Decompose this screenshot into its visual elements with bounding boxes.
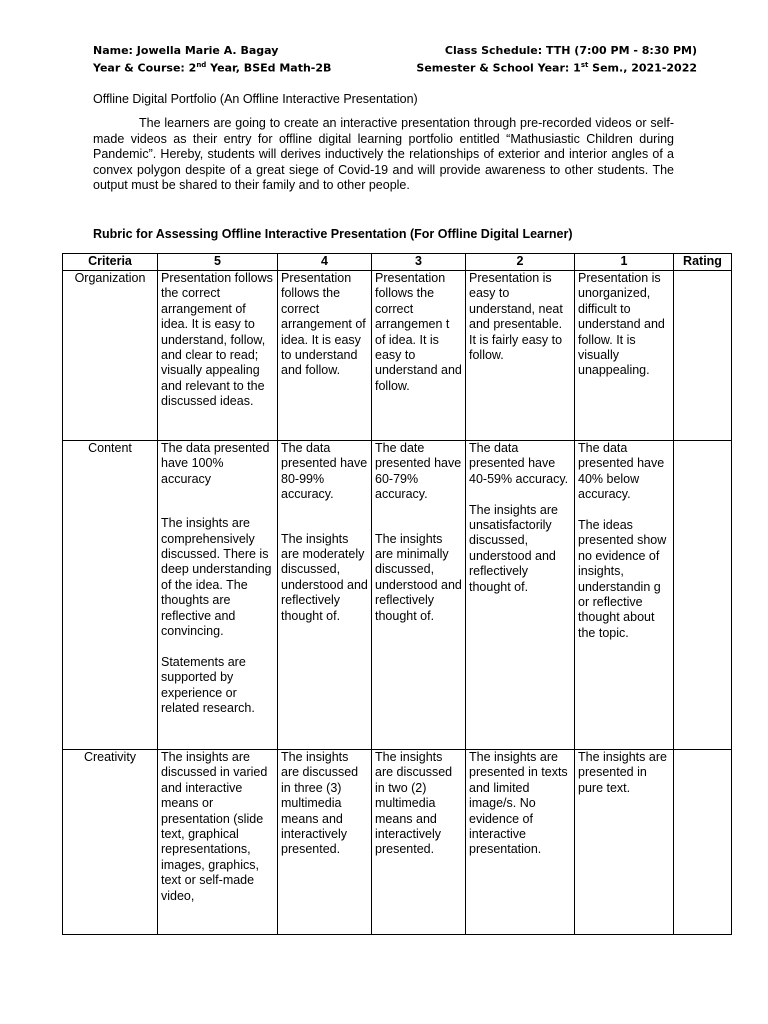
rubric-row-creativity bbox=[63, 750, 732, 935]
rating-cell[interactable] bbox=[674, 750, 732, 935]
rubric-table bbox=[62, 253, 732, 935]
header-score-5: 5 bbox=[158, 254, 278, 271]
rubric-row-content bbox=[63, 441, 732, 750]
descriptor-cell-2 bbox=[466, 271, 575, 441]
descriptor-cell-1 bbox=[575, 271, 674, 441]
descriptor-text: The insights are presented in texts and limited image/s. No evidence of interactive presentation. bbox=[469, 750, 568, 857]
descriptor-cell-3 bbox=[372, 750, 466, 935]
rubric-title: Rubric for Assessing Offline Interactive Presentation (For Offline Digital Learner) bbox=[93, 227, 573, 241]
header-criteria: Criteria bbox=[63, 254, 158, 271]
name-value: Jowella Marie A. Bagay bbox=[136, 44, 279, 57]
schedule-label: Class Schedule: bbox=[444, 44, 543, 57]
descriptor-text: Statements are supported by experience or related research. bbox=[161, 654, 255, 716]
year-suffix: nd bbox=[196, 61, 207, 69]
descriptor-cell-3 bbox=[372, 441, 466, 750]
descriptor-text: The data presented have 40-59% accuracy. bbox=[469, 441, 569, 486]
rating-cell[interactable] bbox=[674, 271, 732, 441]
class-schedule bbox=[445, 44, 697, 57]
semester-value: Sem., 2021-2022 bbox=[592, 61, 697, 75]
schedule-value: TTH (7:00 PM - 8:30 PM) bbox=[546, 44, 697, 57]
criteria-cell: Creativity bbox=[63, 750, 158, 935]
year-course-value: Year, BSEd Math-2B bbox=[210, 61, 332, 75]
descriptor-text: The date presented have 60-79% accuracy. bbox=[375, 441, 462, 502]
descriptor-text: Presentation is unorganized, difficult to understand and follow. It is visually unappealing. bbox=[578, 271, 665, 378]
criteria-cell: Content bbox=[63, 441, 158, 750]
semester-number: 1 bbox=[573, 61, 581, 75]
descriptor-text: The data presented have 80-99% accuracy. bbox=[281, 441, 368, 502]
descriptor-cell-4 bbox=[278, 441, 372, 750]
semester-school-year bbox=[416, 61, 697, 75]
descriptor-text: The insights are comprehensively discussed. There is deep understanding of the idea. The thoughts are reflective and convincing. bbox=[161, 516, 272, 639]
descriptor-text: The insights are discussed in three (3) multimedia means and interactively presented. bbox=[281, 750, 359, 857]
name-label: Name: bbox=[93, 44, 133, 57]
descriptor-text: The ideas presented show no evidence of insights, understandin g or reflective thought about the topic. bbox=[578, 518, 667, 640]
descriptor-text: The insights are presented in pure text. bbox=[578, 750, 667, 795]
rating-cell[interactable] bbox=[674, 441, 732, 750]
header-score-2: 2 bbox=[466, 254, 575, 271]
rubric-row-organization bbox=[63, 271, 732, 441]
year-number: 2 bbox=[188, 61, 197, 75]
descriptor-text: The insights are unsatisfactorily discussed, understood and reflectively thought of. bbox=[469, 502, 558, 594]
descriptor-cell-2 bbox=[466, 441, 575, 750]
semester-suffix: st bbox=[580, 61, 589, 69]
student-name bbox=[93, 44, 278, 57]
criteria-cell: Organization bbox=[63, 271, 158, 441]
descriptor-cell-5 bbox=[158, 750, 278, 935]
rubric-header-row bbox=[63, 254, 732, 271]
header-score-1: 1 bbox=[575, 254, 674, 271]
descriptor-cell-3 bbox=[372, 271, 466, 441]
year-course bbox=[93, 61, 331, 75]
descriptor-text: The data presented have 100% accuracy bbox=[161, 441, 270, 486]
descriptor-cell-4 bbox=[278, 271, 372, 441]
descriptor-cell-1 bbox=[575, 750, 674, 935]
descriptor-cell-5 bbox=[158, 441, 278, 750]
descriptor-text: Presentation is easy to understand, neat and presentable. It is fairly easy to follow. bbox=[469, 271, 563, 363]
descriptor-cell-4 bbox=[278, 750, 372, 935]
header-score-4: 4 bbox=[278, 254, 372, 271]
descriptor-cell-5 bbox=[158, 271, 278, 441]
year-label: Year & Course: bbox=[93, 61, 185, 75]
descriptor-text: Presentation follows the correct arrangement of idea. It is easy to understand, follow, and clear to read; visually appealing and relevant to the discussed ideas. bbox=[161, 271, 273, 409]
descriptor-text: Presentation follows the correct arrangemen t of idea. It is easy to understand and follow. bbox=[375, 271, 462, 393]
descriptor-text: The data presented have 40% below accuracy. bbox=[578, 441, 665, 502]
descriptor-text: The insights are discussed in varied and interactive means or presentation (slide text, graphical representations, images, graphics, text or self-made video, bbox=[161, 750, 268, 903]
descriptor-text: The insights are discussed in two (2) multimedia means and interactively presented. bbox=[375, 750, 453, 857]
header-rating: Rating bbox=[674, 254, 732, 271]
descriptor-cell-2 bbox=[466, 750, 575, 935]
descriptor-text: The insights are minimally discussed, understood and reflectively thought of. bbox=[375, 531, 462, 623]
descriptor-text: Presentation follows the correct arrangement of idea. It is easy to understand and follow. bbox=[281, 271, 366, 378]
intro-paragraph: The learners are going to create an interactive presentation through pre-recorded videos or self-made videos as their entry for offline digital learning portfolio entitled “Mathusiastic Children during Pandemic”. Hereby, students will derives inductively the relationships of exterior and interior angles of a convex polygon despite of a great siege of Covid-19 and will provide awareness to other students. The output must be shared to their family and to other people. bbox=[93, 116, 674, 193]
descriptor-text: The insights are moderately discussed, understood and reflectively thought of. bbox=[281, 531, 368, 623]
semester-label: Semester & School Year: bbox=[416, 61, 570, 75]
portfolio-title: Offline Digital Portfolio (An Offline Interactive Presentation) bbox=[93, 92, 418, 106]
header-score-3: 3 bbox=[372, 254, 466, 271]
descriptor-cell-1 bbox=[575, 441, 674, 750]
